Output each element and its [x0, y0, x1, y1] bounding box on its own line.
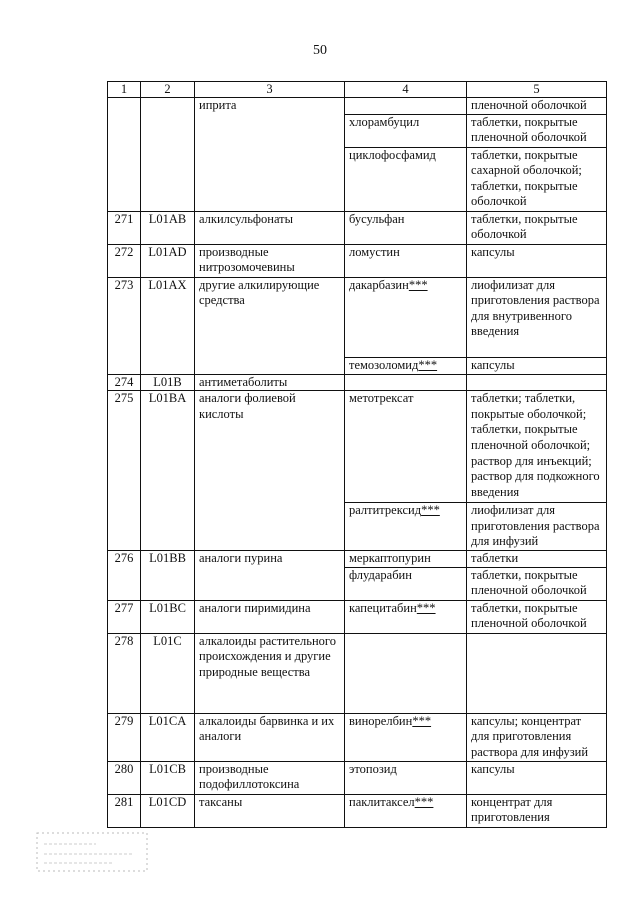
- drug-mark: ***: [421, 503, 440, 518]
- drug-name: [345, 761, 467, 794]
- atc-code: L01BC: [141, 600, 195, 633]
- row-number: 275: [108, 391, 141, 551]
- dosage-form: таблетки, покрытые пленочной оболочкой: [467, 114, 607, 147]
- header-col-1: 1: [108, 82, 141, 98]
- group-name: другие алкилирующие средства: [195, 277, 345, 374]
- table-row: [108, 374, 607, 391]
- page-number: 50: [313, 43, 327, 58]
- drug-name-text: темозоломид: [349, 357, 419, 372]
- drug-name-text: паклитаксел: [349, 794, 415, 809]
- drug-name: [345, 794, 467, 827]
- table-row: [108, 794, 607, 827]
- group-name: иприта: [195, 98, 345, 212]
- drug-name: [345, 98, 467, 115]
- row-number: 276: [108, 550, 141, 600]
- header-col-5: 5: [467, 82, 607, 98]
- drug-mark: ***: [414, 794, 434, 809]
- dosage-form: капсулы: [467, 244, 607, 277]
- dosage-form: таблетки: [467, 550, 607, 567]
- atc-code: L01AD: [141, 244, 195, 277]
- row-number: 277: [108, 600, 141, 633]
- table-row: [108, 600, 607, 633]
- drug-name-text: флударабин: [349, 567, 412, 582]
- drug-name: [345, 550, 467, 567]
- row-number: 272: [108, 244, 141, 277]
- dosage-form: лиофилизат для приготовления раствора для инфузий: [467, 503, 607, 551]
- drug-mark: ***: [418, 357, 438, 372]
- drug-name: [345, 357, 467, 374]
- header-col-3: 3: [195, 82, 345, 98]
- table-row: [108, 277, 607, 357]
- drug-name-text: меркаптопурин: [349, 550, 431, 565]
- row-number: 280: [108, 761, 141, 794]
- drug-name: [345, 147, 467, 211]
- table-row: [108, 550, 607, 567]
- atc-code: [141, 98, 195, 212]
- drug-name-text: метотрексат: [349, 391, 414, 406]
- atc-code: L01AX: [141, 277, 195, 374]
- atc-code: L01CA: [141, 713, 195, 761]
- dosage-form: таблетки, покрытые сахарной оболочкой; таблетки, покрытые оболочкой: [467, 147, 607, 211]
- dosage-form: капсулы: [467, 761, 607, 794]
- atc-code: L01BA: [141, 391, 195, 551]
- drug-mark: ***: [412, 713, 432, 728]
- row-number: 271: [108, 211, 141, 244]
- group-name: аналоги пиримидина: [195, 600, 345, 633]
- table-row: [108, 211, 607, 244]
- atc-code: L01BB: [141, 550, 195, 600]
- dosage-form: таблетки, покрытые пленочной оболочкой: [467, 600, 607, 633]
- dosage-form: капсулы: [467, 357, 607, 374]
- drug-name: [345, 374, 467, 391]
- dosage-form: концентрат для приготовления: [467, 794, 607, 827]
- drug-mark: ***: [408, 277, 428, 292]
- table-row: [108, 98, 607, 115]
- atc-code: L01CB: [141, 761, 195, 794]
- drug-table: [107, 81, 607, 828]
- drug-name: [345, 713, 467, 761]
- drug-name-text: капецитабин: [349, 600, 417, 615]
- drug-name-text: ралтитрексид: [349, 503, 422, 518]
- dosage-form: [467, 374, 607, 391]
- table-header-row: [108, 82, 607, 98]
- drug-name: [345, 391, 467, 503]
- row-number: 273: [108, 277, 141, 374]
- group-name: аналоги фолиевой кислоты: [195, 391, 345, 551]
- atc-code: L01AB: [141, 211, 195, 244]
- drug-name-text: хлорамбуцил: [349, 114, 420, 129]
- drug-name-text: дакарбазин: [349, 277, 409, 292]
- dosage-form: таблетки; таблетки, покрытые оболочкой; таблетки, покрытые пленочной оболочкой; раствор для инъекций; раствор для подкожного введения: [467, 391, 607, 503]
- drug-name-text: ломустин: [349, 244, 400, 259]
- group-name: алкалоиды растительного происхождения и другие природные вещества: [195, 633, 345, 713]
- drug-mark: ***: [416, 600, 436, 615]
- drug-name: [345, 244, 467, 277]
- row-number: 278: [108, 633, 141, 713]
- group-name: аналоги пурина: [195, 550, 345, 600]
- dosage-form: капсулы; концентрат для приготовления раствора для инфузий: [467, 713, 607, 761]
- drug-name: [345, 600, 467, 633]
- table-row: [108, 633, 607, 713]
- dosage-form: [467, 633, 607, 713]
- scan-stamp-mark: [36, 832, 148, 872]
- dosage-form: таблетки, покрытые оболочкой: [467, 211, 607, 244]
- group-name: таксаны: [195, 794, 345, 827]
- drug-name: [345, 114, 467, 147]
- atc-code: L01CD: [141, 794, 195, 827]
- drug-name: [345, 211, 467, 244]
- drug-name-text: бусульфан: [349, 211, 405, 226]
- group-name: антиметаболиты: [195, 374, 345, 391]
- dosage-form: лиофилизат для приготовления раствора для внутривенного введения: [467, 277, 607, 357]
- row-number: 279: [108, 713, 141, 761]
- group-name: производные подофиллотоксина: [195, 761, 345, 794]
- header-col-2: 2: [141, 82, 195, 98]
- table-row: [108, 391, 607, 503]
- row-number: [108, 98, 141, 212]
- dosage-form: пленочной оболочкой: [467, 98, 607, 115]
- header-col-4: 4: [345, 82, 467, 98]
- drug-name: [345, 277, 467, 357]
- table-row: [108, 761, 607, 794]
- atc-code: L01B: [141, 374, 195, 391]
- group-name: алкилсульфонаты: [195, 211, 345, 244]
- dosage-form: таблетки, покрытые пленочной оболочкой: [467, 567, 607, 600]
- table-row: [108, 713, 607, 761]
- table-row: [108, 244, 607, 277]
- drug-name-text: винорелбин: [349, 713, 413, 728]
- atc-code: L01C: [141, 633, 195, 713]
- drug-name: [345, 503, 467, 551]
- group-name: алкалоиды барвинка и их аналоги: [195, 713, 345, 761]
- row-number: 274: [108, 374, 141, 391]
- drug-name: [345, 567, 467, 600]
- drug-name-text: этопозид: [349, 761, 397, 776]
- drug-name-text: циклофосфамид: [349, 147, 436, 162]
- drug-name: [345, 633, 467, 713]
- row-number: 281: [108, 794, 141, 827]
- group-name: производные нитрозомочевины: [195, 244, 345, 277]
